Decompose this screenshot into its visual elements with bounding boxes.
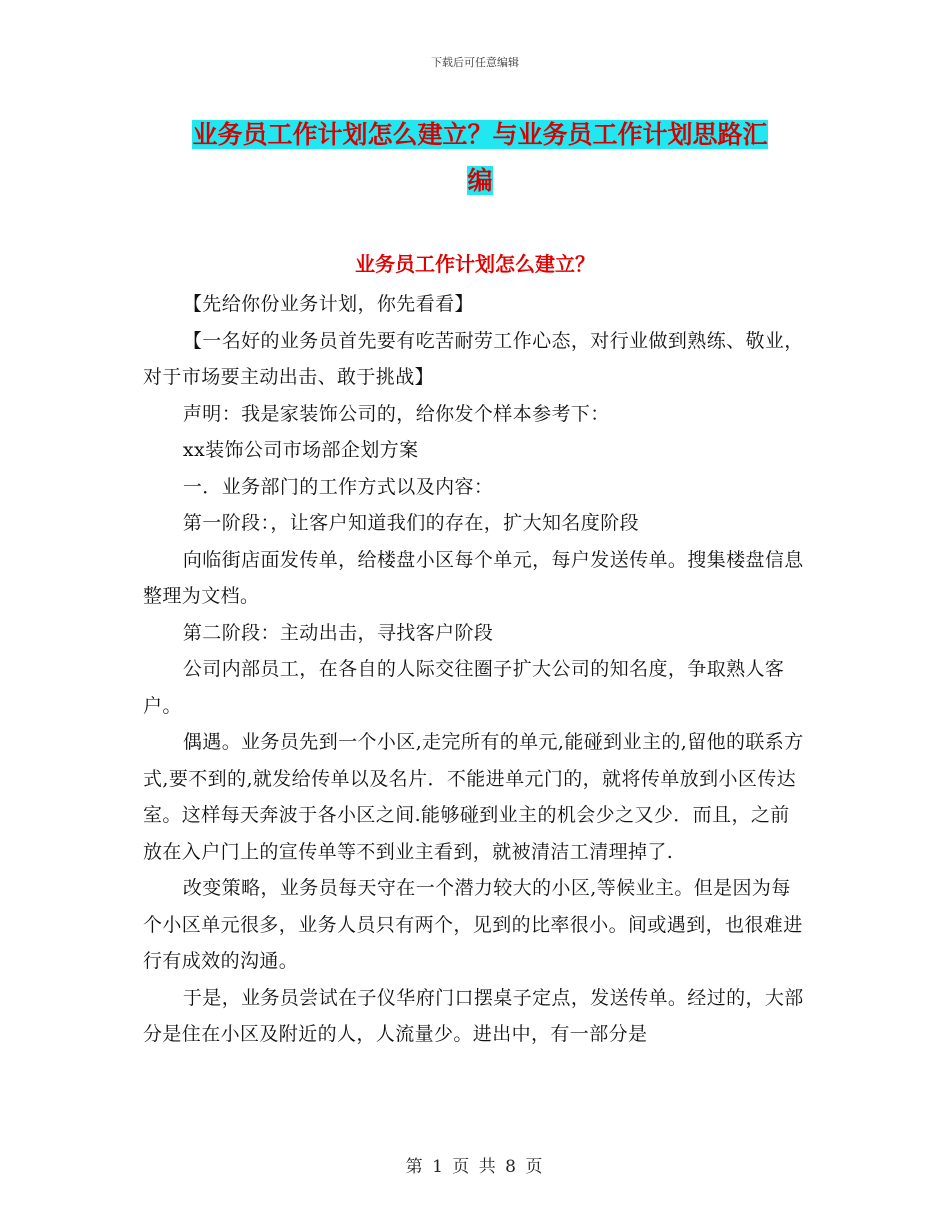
page-header-note: 下载后可任意编辑: [431, 56, 519, 69]
paragraph: 第二阶段：主动出击，寻找客户阶段: [182, 621, 494, 644]
paragraph: 公司内部员工，在各自的人际交往圈子扩大公司的知名度，争取熟人客户。: [143, 658, 785, 717]
document-title: [150, 112, 810, 204]
paragraph: 向临街店面发传单，给楼盘小区每个单元，每户发送传单。搜集楼盘信息整理为文档。: [143, 548, 804, 607]
document-title-line-2: 编: [467, 166, 493, 195]
paragraph: 偶遇。业务员先到一个小区,走完所有的单元,能碰到业主的,留他的联系方式,要不到的,就发给传单以及名片．不能进单元门的，就将传单放到小区传达室。这样每天奔波于各小区之间.能够碰到业主的机会少之又少．而且，之前放在入户门上的宣传单等不到业主看到，就被清洁工清理掉了.: [143, 731, 804, 863]
paragraph: 一．业务部门的工作方式以及内容：: [182, 475, 494, 498]
section-title: 业务员工作计划怎么建立？: [355, 252, 595, 276]
paragraph: 于是，业务员尝试在子仪华府门口摆桌子定点，发送传单。经过的，大部分是住在小区及附近的人，人流量少。进出中，有一部分是: [143, 986, 804, 1045]
page-number-footer: 第 1 页 共 8 页: [405, 1157, 545, 1177]
paragraph: 第一阶段：，让客户知道我们的存在，扩大知名度阶段: [182, 512, 639, 534]
paragraph: xx装饰公司市场部企划方案: [182, 439, 419, 461]
paragraph: 【先给你份业务计划，你先看看】: [182, 293, 474, 315]
document-body: [143, 286, 808, 1053]
paragraph: 改变策略，业务员每天守在一个潜力较大的小区,等候业主。但是因为每个小区单元很多，业务人员只有两个，见到的比率很小。间或遇到，也很难进行有成效的沟通。: [143, 877, 803, 972]
document-title-line-1: 业务员工作计划怎么建立？与业务员工作计划思路汇: [192, 120, 768, 149]
paragraph: 声明：我是家装饰公司的，给你发个样本参考下：: [182, 402, 610, 425]
paragraph: 【一名好的业务员首先要有吃苦耐劳工作心态，对行业做到熟练、敬业，对于市场要主动出击、敢于挑战】: [143, 329, 804, 388]
